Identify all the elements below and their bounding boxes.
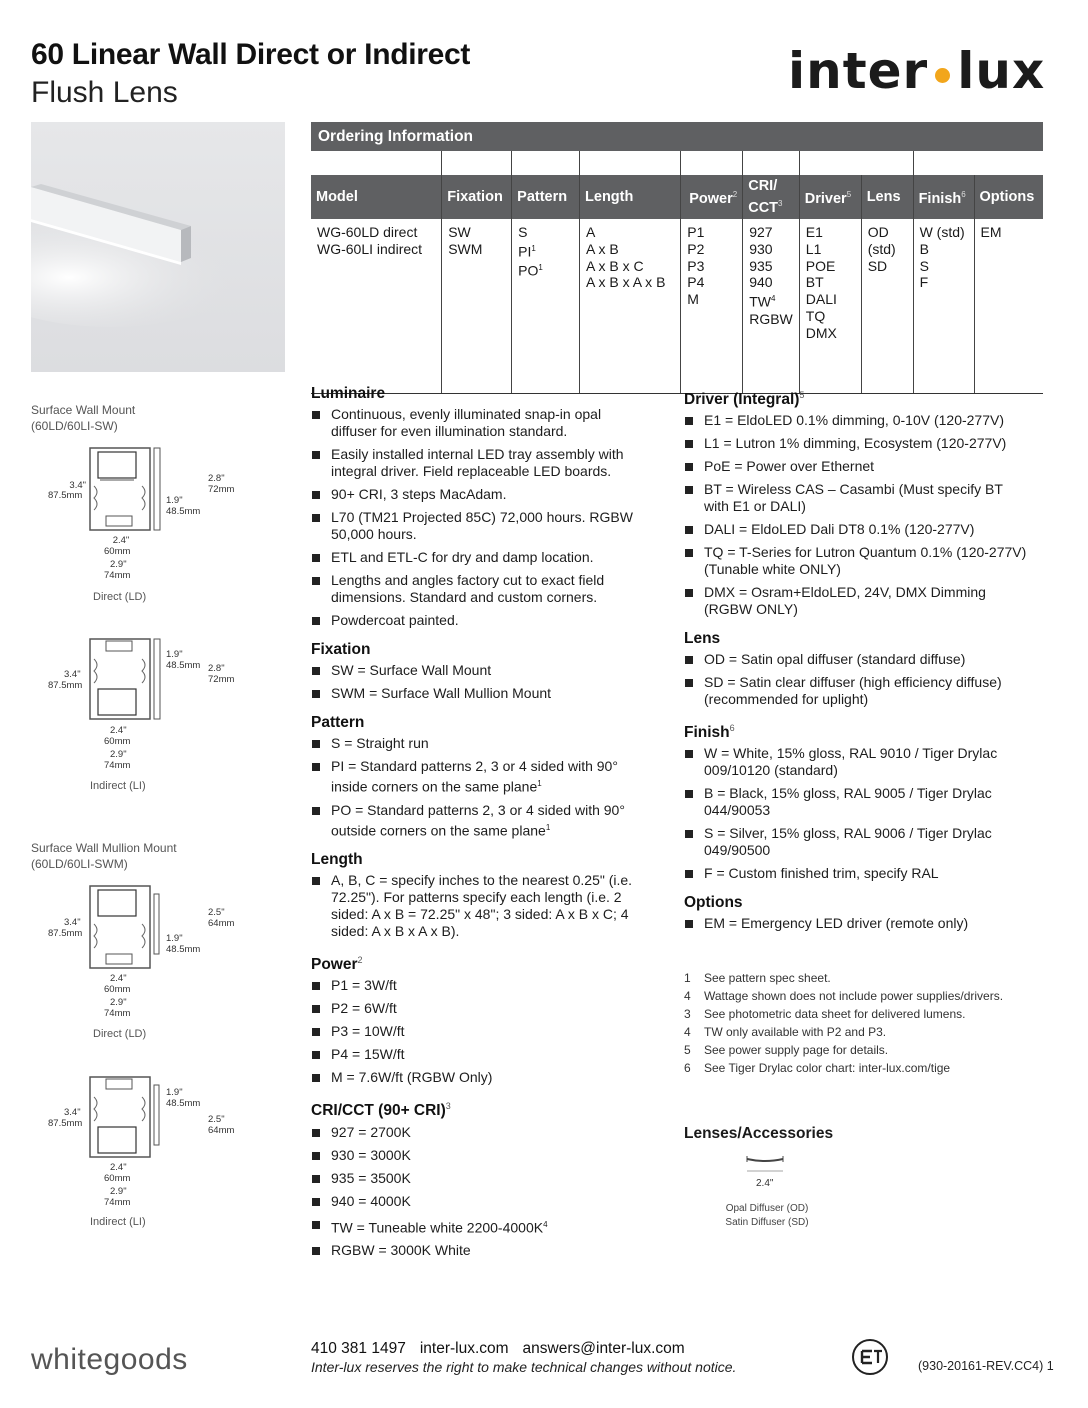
list-item: B = Black, 15% gloss, RAL 9005 / Tiger Drylac 044/90053 — [684, 785, 1029, 819]
page-title: 60 Linear Wall Direct or Indirect — [31, 38, 471, 71]
list-item: L1 = Lutron 1% dimming, Ecosystem (120-277V) — [684, 435, 1029, 452]
logo-dot-icon — [935, 68, 950, 83]
accessories-heading: Lenses/Accessories — [684, 1125, 834, 1142]
footnote: 4 Wattage shown does not include power supplies/drivers. — [684, 989, 1004, 1003]
list-item: F = Custom finished trim, specify RAL — [684, 865, 1029, 882]
pattern-heading: Pattern — [311, 714, 365, 731]
footnote: 6 See Tiger Drylac color chart: inter-lux.com/tige — [684, 1061, 951, 1075]
cell-fixation: SW SWM — [442, 219, 512, 393]
list-item: S = Silver, 15% gloss, RAL 9006 / Tiger Drylac 049/90500 — [684, 825, 1029, 859]
length-heading: Length — [311, 851, 363, 869]
cell-power: P1 P2 P3 P4 M — [681, 219, 743, 393]
cell-finish: W (std) B S F — [913, 219, 974, 393]
col-power: Power$^2$ — [681, 175, 743, 219]
cell-cri: 927 930 935 940 $TW^4$ RGBW — [743, 219, 800, 393]
list-item: P2 = 6W/ft — [311, 1000, 641, 1017]
list-item: E1 = EldoLED 0.1% dimming, 0-10V (120-277V) — [684, 412, 1029, 429]
list-item: TW = Tuneable white $2200-4000K^4$ — [311, 1216, 641, 1237]
whitegoods-brand: whitegoods — [31, 1343, 188, 1376]
list-item: P4 = 15W/ft — [311, 1046, 641, 1063]
product-photo — [31, 122, 285, 372]
sw-mount-label: Surface Wall Mount (60LD/60LI-SW) — [31, 403, 136, 433]
lens-heading: Lens — [684, 630, 721, 648]
etl-certification-icon — [848, 1335, 894, 1381]
email-link[interactable]: answers@inter-lux.com — [522, 1340, 685, 1357]
list-item: P1 = 3W/ft — [311, 977, 641, 994]
list-item: S = Straight run — [311, 735, 641, 752]
list-item: 90+ CRI, 3 steps MacAdam. — [311, 486, 641, 503]
cell-options: EM — [974, 219, 1043, 393]
contact-info — [311, 1340, 699, 1358]
fixation-heading: Fixation — [311, 641, 371, 658]
footnote: 3 See photometric data sheet for delivered lumens. — [684, 1007, 966, 1021]
col-driver: Driver$^5$ — [799, 175, 861, 219]
col-cri-cct: CRI/ CCT$^3$ — [743, 175, 800, 219]
luminaire-heading: Luminaire — [311, 385, 386, 402]
spec-column-middle — [311, 385, 641, 1265]
list-item: SW = Surface Wall Mount — [311, 662, 641, 679]
list-item: DALI = EldoLED Dali DT8 0.1% (120-277V) — [684, 521, 1029, 538]
col-finish: Finish$^6$ — [913, 175, 974, 219]
list-item: W = White, 15% gloss, RAL 9010 / Tiger Drylac 009/10120 (standard) — [684, 745, 1029, 779]
diffuser-caption: Opal Diffuser (OD) Satin Diffuser (SD) — [725, 1203, 809, 1228]
document-number: (930-20161-REV.CC4) 1 — [918, 1359, 1054, 1373]
diffuser-profile-icon — [745, 1153, 785, 1175]
footnote: 4 TW only available with P2 and P3. — [684, 1025, 887, 1039]
list-item: P3 = 10W/ft — [311, 1023, 641, 1040]
cell-pattern: S $PI^1$ $PO^1$ — [512, 219, 580, 393]
list-item: ETL and ETL-C for dry and damp location. — [311, 549, 641, 566]
ordering-information — [311, 122, 1043, 394]
phone-number: 410 381 1497 — [311, 1340, 406, 1357]
profile-swm-direct-icon — [86, 884, 166, 984]
list-item: A, B, C = specify inches to the nearest 0.25" (i.e. 72.25"). For patterns specify each length (i.e. 2 sided: A x B = 72.25" x 48"; 3 sided: A x B x C; 4 sided: A x B x A x B). — [311, 872, 641, 940]
cell-model: WG-60LD direct WG-60LI indirect — [311, 219, 442, 393]
page-number: 1 — [1046, 1359, 1054, 1373]
list-item: SWM = Surface Wall Mullion Mount — [311, 685, 641, 702]
col-fixation: Fixation — [442, 175, 512, 219]
list-item: 940 = 4000K — [311, 1193, 641, 1210]
list-item: OD = Satin opal diffuser (standard diffuse) — [684, 651, 1029, 668]
list-item: PI = Standard patterns 2, 3 or 4 sided with 90° inside corners on the same plane$^1$ — [311, 758, 641, 796]
list-item: EM = Emergency LED driver (remote only) — [684, 915, 1029, 932]
list-item: SD = Satin clear diffuser (high efficiency diffuse) (recommended for uplight) — [684, 674, 1029, 708]
list-item: Continuous, evenly illuminated snap-in opal diffuser for even illumination standard. — [311, 406, 641, 440]
spec-column-right — [684, 387, 1029, 938]
list-item: TQ = T-Series for Lutron Quantum 0.1% (120-277V) (Tunable white ONLY) — [684, 544, 1029, 578]
list-item: Easily installed internal LED tray assembly with integral driver. Field replaceable LED boards. — [311, 446, 641, 480]
list-item: 930 = 3000K — [311, 1147, 641, 1164]
swm-mount-label: Surface Wall Mullion Mount (60LD/60LI-SWM) — [31, 841, 177, 871]
list-item: PoE = Power over Ethernet — [684, 458, 1029, 475]
caption-indirect-1: Indirect (LI) — [90, 780, 146, 792]
cri-cct-heading: CRI/CCT (90+ CRI)$^3$ — [311, 1101, 451, 1120]
list-item: M = 7.6W/ft (RGBW Only) — [311, 1069, 641, 1086]
power-heading: Power$^2$ — [311, 955, 363, 974]
profile-swm-indirect-icon — [86, 1075, 166, 1165]
disclaimer: Inter-lux reserves the right to make technical changes without notice. — [311, 1359, 737, 1375]
col-pattern: Pattern — [512, 175, 580, 219]
list-item: PO = Standard patterns 2, 3 or 4 sided with 90° outside corners on the same plane$^1$ — [311, 802, 641, 840]
ordering-heading: Ordering Information — [311, 122, 1043, 151]
list-item: BT = Wireless CAS – Casambi (Must specify BT with E1 or DALI) — [684, 481, 1029, 515]
website-link[interactable]: inter-lux.com — [419, 1340, 509, 1357]
footnotes — [684, 969, 1003, 1077]
list-item: RGBW = 3000K White — [311, 1242, 641, 1259]
col-model: Model — [311, 175, 442, 219]
list-item: 927 = 2700K — [311, 1124, 641, 1141]
caption-direct-2: Direct (LD) — [93, 1028, 147, 1040]
col-options: Options — [974, 175, 1043, 219]
cell-length: A A x B A x B x C A x B x A x B — [580, 219, 681, 393]
footnote: 1 See pattern spec sheet. — [684, 971, 831, 985]
caption-direct-1: Direct (LD) — [93, 591, 147, 603]
caption-indirect-2: Indirect (LI) — [90, 1216, 146, 1228]
driver-heading: Driver (Integral)$^5$ — [684, 390, 805, 409]
page-subtitle: Flush Lens — [31, 76, 178, 109]
cell-lens: OD (std) SD — [861, 219, 913, 393]
inter-lux-logo — [788, 40, 1045, 102]
options-heading: Options — [684, 894, 743, 912]
list-item: 935 = 3500K — [311, 1170, 641, 1187]
ordering-table — [311, 151, 1043, 394]
logo-right: lux — [957, 42, 1046, 100]
cell-driver: E1 L1 POE BT DALI TQ DMX — [799, 219, 861, 393]
footnote: 5 See power supply page for details. — [684, 1043, 889, 1057]
col-length: Length — [580, 175, 681, 219]
diffuser-width: 2.4" — [756, 1178, 774, 1189]
list-item: Lengths and angles factory cut to exact field dimensions. Standard and custom corners. — [311, 572, 641, 606]
profile-sw-indirect-icon — [86, 637, 166, 727]
logo-left: inter — [788, 42, 929, 100]
list-item: Powdercoat painted. — [311, 612, 641, 629]
profile-sw-direct-icon — [86, 446, 166, 546]
finish-heading: Finish$^6$ — [684, 723, 735, 742]
list-item: DMX = Osram+EldoLED, 24V, DMX Dimming (RGBW ONLY) — [684, 584, 1029, 618]
list-item: L70 (TM21 Projected 85C) 72,000 hours. RGBW 50,000 hours. — [311, 509, 641, 543]
col-lens: Lens — [861, 175, 913, 219]
